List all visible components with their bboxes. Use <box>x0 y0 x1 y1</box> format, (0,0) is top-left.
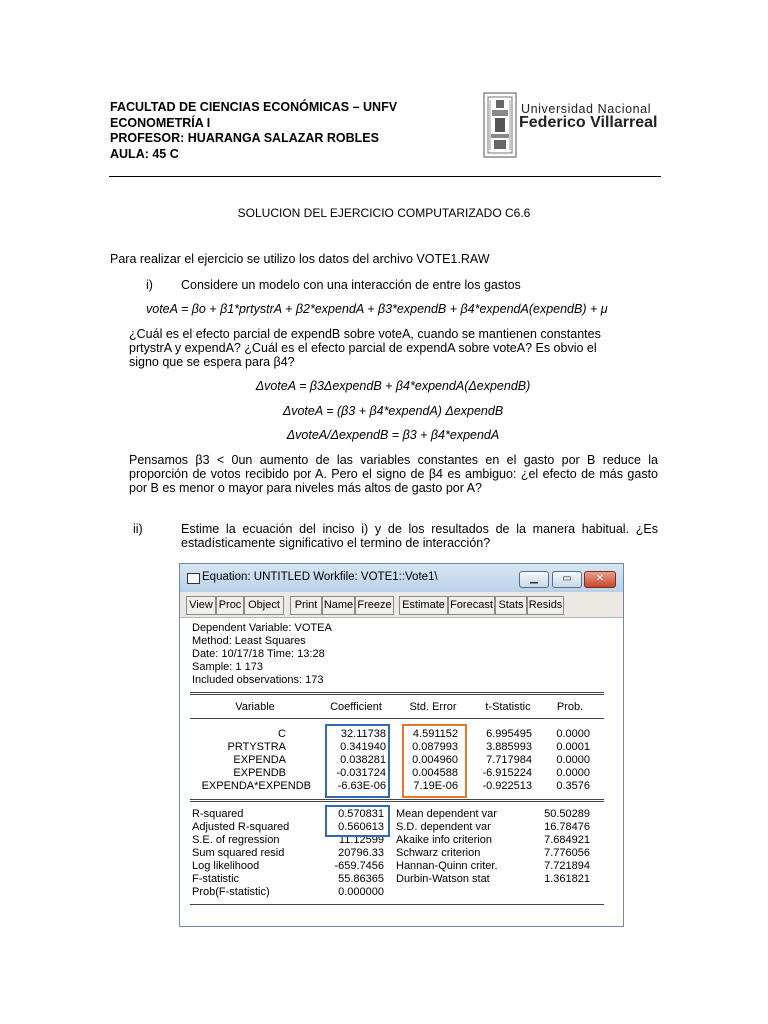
row-interaction-coefficient: -6.63E-06 <box>337 780 386 792</box>
stats-top-rule-2 <box>190 801 604 802</box>
row-expenda-variable: EXPENDA <box>233 754 286 766</box>
document-header <box>110 100 397 162</box>
item2-label: ii) <box>133 522 143 536</box>
model-equation: voteA = βo + β1*prtystrA + β2*expendA + β3*expendB + β4*expendA(expendB) + μ <box>146 302 608 316</box>
stat-ssr-value: 20796.33 <box>338 847 384 859</box>
professor-line: PROFESOR: HUARANGA SALAZAR ROBLES <box>110 131 379 145</box>
header-rule <box>190 718 604 719</box>
stats-button[interactable]: Stats <box>495 596 527 615</box>
row-expenda-std-error: 0.004960 <box>412 754 458 766</box>
row-expendb-t-statistic: -6.915224 <box>482 767 532 779</box>
sample-range: Sample: 1 173 <box>192 661 263 673</box>
item1-text: Considere un modelo con una interacción de entre los gastos <box>181 278 521 292</box>
classroom-line: AULA: 45 C <box>110 146 179 161</box>
faculty-line: FACULTAD DE CIENCIAS ECONÓMICAS – UNFV <box>110 100 398 114</box>
table-top-rule-2 <box>190 694 604 695</box>
stat-prob-f-label: Prob(F-statistic) <box>192 886 270 898</box>
row-interaction-variable: EXPENDA*EXPENDB <box>201 780 311 792</box>
row-expenda-t-statistic: 7.717984 <box>486 754 532 766</box>
table-top-rule <box>190 692 604 693</box>
partial-effect-eq1: ΔvoteA = β3ΔexpendB + β4*expendA(ΔexpendB) <box>255 379 531 393</box>
stat-hannan-quinn-value: 7.721894 <box>544 860 590 872</box>
stat-se-regression-label: S.E. of regression <box>192 834 280 846</box>
maximize-button[interactable]: ▭ <box>552 571 582 588</box>
row-c-t-statistic: 6.995495 <box>486 728 532 740</box>
header-prob: Prob. <box>556 701 584 713</box>
row-prtystra-std-error: 0.087993 <box>412 741 458 753</box>
stat-sd-dep-label: S.D. dependent var <box>396 821 491 833</box>
stats-top-rule <box>190 799 604 800</box>
row-prtystra-prob: 0.0001 <box>556 741 590 753</box>
question-line-3: signo que se espera para β4? <box>129 355 295 369</box>
proc-button[interactable]: Proc <box>216 596 244 615</box>
eviews-toolbar <box>180 592 623 618</box>
std-error-highlight-box <box>402 724 467 798</box>
row-expendb-variable: EXPENDB <box>233 767 286 779</box>
resids-button[interactable]: Resids <box>527 596 564 615</box>
row-c-std-error: 4.591152 <box>412 728 458 740</box>
row-interaction-std-error: 7.19E-06 <box>413 780 458 792</box>
header-t-statistic: t-Statistic <box>485 701 531 713</box>
estimation-date: Date: 10/17/18 Time: 13:28 <box>192 648 325 660</box>
coefficient-highlight-box <box>325 724 390 798</box>
stat-durbin-watson-label: Durbin-Watson stat <box>396 873 490 885</box>
course-line: ECONOMETRÍA I <box>110 115 211 130</box>
window-title: Equation: UNTITLED Workfile: VOTE1::Vote1\ <box>202 571 438 583</box>
estimation-method: Method: Least Squares <box>192 635 306 647</box>
name-button[interactable]: Name <box>322 596 355 615</box>
stat-r-squared-label: R-squared <box>192 808 244 820</box>
forecast-button[interactable]: Forecast <box>448 596 495 615</box>
header-variable: Variable <box>235 701 275 713</box>
row-c-coefficient: 32.11738 <box>340 728 386 740</box>
row-expendb-std-error: 0.004588 <box>412 767 458 779</box>
eviews-equation-window[interactable] <box>179 563 624 927</box>
row-interaction-prob: 0.3576 <box>556 780 590 792</box>
stat-schwarz-value: 7.776056 <box>544 847 590 859</box>
minimize-button[interactable]: ▁ <box>519 571 549 588</box>
page-title: SOLUCION DEL EJERCICIO COMPUTARIZADO C6.6 <box>237 206 531 220</box>
stat-akaike-value: 7.684921 <box>544 834 590 846</box>
stat-log-likelihood-value: -659.7456 <box>334 860 384 872</box>
stat-adj-r-squared-value: 0.560613 <box>338 821 384 833</box>
window-icon <box>187 573 200 584</box>
stat-r-squared-value: 0.570831 <box>338 808 384 820</box>
question-line-1: ¿Cuál es el efecto parcial de expendB sobre voteA, cuando se mantienen constantes <box>129 327 601 341</box>
intro-paragraph: Para realizar el ejercicio se utilizo los datos del archivo VOTE1.RAW <box>110 252 490 266</box>
freeze-button[interactable]: Freeze <box>355 596 394 615</box>
view-button[interactable]: View <box>186 596 216 615</box>
stat-mean-dep-label: Mean dependent var <box>396 808 497 820</box>
logo-text-bottom: Federico Villarreal <box>519 114 658 131</box>
item1-label: i) <box>146 278 153 292</box>
row-prtystra-variable: PRTYSTRA <box>227 741 286 753</box>
answer-paragraph: Pensamos β3 < 0un aumento de las variables constantes en el gasto por B reduce la proporción de votos recibido por A. Pero el signo de β4 es ambiguo: ¿el efecto de más gasto por B es menor o mayor para niveles más altos de gasto por A? <box>129 453 658 495</box>
row-prtystra-t-statistic: 3.885993 <box>486 741 532 753</box>
object-button[interactable]: Object <box>244 596 284 615</box>
window-titlebar[interactable] <box>180 564 623 592</box>
dependent-variable: Dependent Variable: VOTEA <box>192 622 332 634</box>
item2-text: Estime la ecuación del inciso i) y de los resultados de la manera habitual. ¿Es estadísticamente significativo el termino de interacción? <box>181 522 658 550</box>
stat-f-statistic-label: F-statistic <box>192 873 240 885</box>
row-c-prob: 0.0000 <box>556 728 590 740</box>
stat-se-regression-value: 11.12599 <box>338 834 384 846</box>
stat-ssr-label: Sum squared resid <box>192 847 285 859</box>
stat-durbin-watson-value: 1.361821 <box>544 873 590 885</box>
print-button[interactable]: Print <box>290 596 322 615</box>
row-expenda-prob: 0.0000 <box>556 754 590 766</box>
row-expenda-coefficient: 0.038281 <box>340 754 386 766</box>
stat-f-statistic-value: 55.86365 <box>338 873 384 885</box>
close-button[interactable]: ✕ <box>584 571 616 588</box>
row-expendb-prob: 0.0000 <box>556 767 590 779</box>
stat-log-likelihood-label: Log likelihood <box>192 860 260 872</box>
observations-count: Included observations: 173 <box>192 674 324 686</box>
stat-adj-r-squared-label: Adjusted R-squared <box>192 821 290 833</box>
stat-hannan-quinn-label: Hannan-Quinn criter. <box>396 860 498 872</box>
row-c-variable: C <box>278 728 286 740</box>
row-interaction-t-statistic: -0.922513 <box>482 780 532 792</box>
estimate-button[interactable]: Estimate <box>399 596 448 615</box>
header-coefficient: Coefficient <box>330 701 382 713</box>
stat-mean-dep-value: 50.50289 <box>544 808 590 820</box>
header-std-error: Std. Error <box>409 701 457 713</box>
stat-schwarz-label: Schwarz criterion <box>396 847 481 859</box>
stat-prob-f-value: 0.000000 <box>338 886 384 898</box>
header-divider <box>109 176 661 177</box>
row-prtystra-coefficient: 0.341940 <box>340 741 386 753</box>
stat-sd-dep-value: 16.78476 <box>544 821 590 833</box>
stat-akaike-label: Akaike info criterion <box>396 834 492 846</box>
university-crest-icon <box>483 92 517 158</box>
question-line-2: prtystrA y expendA? ¿Cuál es el efecto parcial de expendA sobre voteA? Es obvio el <box>129 341 597 355</box>
stats-bottom-rule <box>190 904 604 905</box>
r-squared-highlight-box <box>325 805 390 837</box>
row-expendb-coefficient: -0.031724 <box>336 767 386 779</box>
partial-effect-eq3: ΔvoteA/ΔexpendB = β3 + β4*expendA <box>286 428 500 442</box>
logo-text-top: Universidad Nacional <box>521 102 652 116</box>
partial-effect-eq2: ΔvoteA = (β3 + β4*expendA) ΔexpendB <box>282 404 504 418</box>
